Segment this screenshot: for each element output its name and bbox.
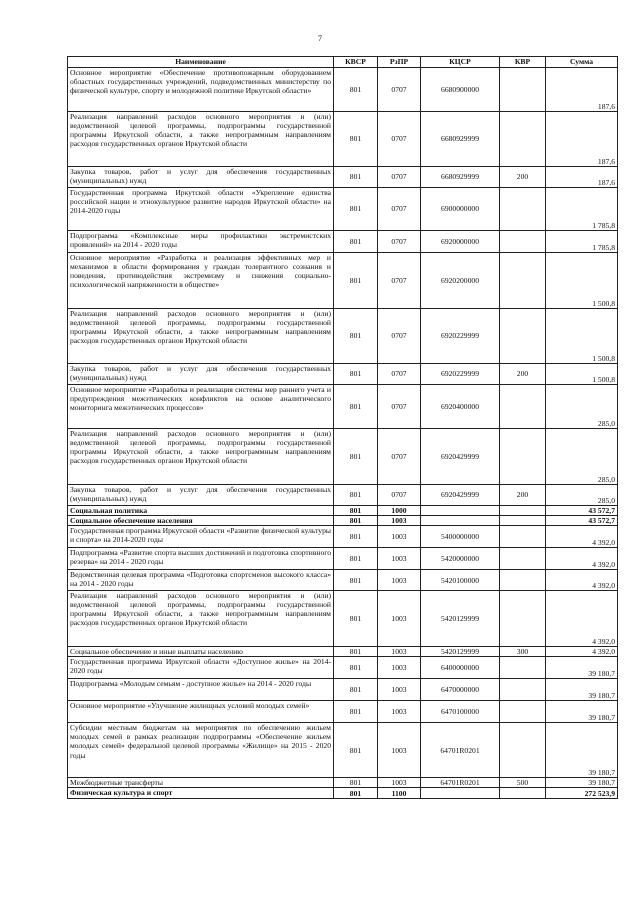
table-row bbox=[68, 364, 618, 385]
row-rzpr: 0707 bbox=[378, 253, 421, 309]
row-kvr: 200 bbox=[500, 364, 546, 385]
table-row bbox=[68, 309, 618, 364]
row-sum: 4 392,0 bbox=[546, 591, 618, 647]
row-name: Закупка товаров, работ и услуг для обеспечения государственных (муниципальных) нужд bbox=[68, 485, 334, 506]
row-name: Социальное обеспечение населения bbox=[68, 516, 334, 526]
table-row bbox=[68, 570, 618, 591]
row-kvsr: 801 bbox=[334, 701, 378, 723]
row-kcsr bbox=[421, 516, 500, 526]
row-name: Основное мероприятие «Разработка и реализация системы мер раннего учета и предупреждения межэтнических конфликтов на основе аналитического мониторинга межэтнических процессов» bbox=[68, 385, 334, 429]
table-row bbox=[68, 647, 618, 657]
row-kvr bbox=[500, 429, 546, 485]
table-row bbox=[68, 385, 618, 429]
row-name: Межбюджетные трансферты bbox=[68, 778, 334, 788]
table-row bbox=[68, 591, 618, 647]
row-rzpr: 0707 bbox=[378, 112, 421, 167]
row-name: Закупка товаров, работ и услуг для обеспечения государственных (муниципальных) нужд bbox=[68, 167, 334, 188]
row-sum: 285,0 bbox=[546, 385, 618, 429]
row-sum: 1 500,8 bbox=[546, 364, 618, 385]
row-kcsr: 6920429999 bbox=[421, 429, 500, 485]
row-rzpr: 1003 bbox=[378, 526, 421, 548]
table-row bbox=[68, 167, 618, 188]
row-sum: 1 785,8 bbox=[546, 231, 618, 253]
row-sum: 1 500,8 bbox=[546, 253, 618, 309]
row-kvr bbox=[500, 526, 546, 548]
row-name: Основное мероприятие «Разработка и реализация эффективных мер и механизмов в области формирования у граждан толерантного сознания и поведения, противодействия экстремизму и снижения социально-психологической напряженности в обществе» bbox=[68, 253, 334, 309]
row-name: Реализация направлений расходов основного мероприятия и (или) ведомственной целевой программы, подпрограммы государственной программы Иркутской области, а также непрограммным направлениям расходов государственных органов Иркутской области bbox=[68, 591, 334, 647]
row-kvsr: 801 bbox=[334, 570, 378, 591]
row-rzpr: 0707 bbox=[378, 485, 421, 506]
row-kcsr: 64701R0201 bbox=[421, 778, 500, 788]
table-row bbox=[68, 723, 618, 778]
row-kvsr: 801 bbox=[334, 679, 378, 701]
row-rzpr: 1000 bbox=[378, 506, 421, 516]
row-kcsr: 6680929999 bbox=[421, 112, 500, 167]
row-sum: 285,0 bbox=[546, 485, 618, 506]
row-kvr bbox=[500, 548, 546, 570]
row-kvsr: 801 bbox=[334, 309, 378, 364]
row-kcsr: 6920429999 bbox=[421, 485, 500, 506]
row-kvsr: 801 bbox=[334, 788, 378, 799]
row-kvsr: 801 bbox=[334, 112, 378, 167]
row-kvsr: 801 bbox=[334, 385, 378, 429]
row-kvr bbox=[500, 112, 546, 167]
row-sum: 43 572,7 bbox=[546, 516, 618, 526]
row-kcsr bbox=[421, 788, 500, 799]
row-kvsr: 801 bbox=[334, 526, 378, 548]
row-sum: 285,0 bbox=[546, 429, 618, 485]
row-rzpr: 1100 bbox=[378, 788, 421, 799]
row-kcsr: 6920229999 bbox=[421, 364, 500, 385]
row-name: Государственная программа Иркутской области «Доступное жилье» на 2014-2020 годы bbox=[68, 657, 334, 679]
row-kvsr: 801 bbox=[334, 188, 378, 231]
row-kvr bbox=[500, 516, 546, 526]
row-kvsr: 801 bbox=[334, 167, 378, 188]
row-kcsr: 5420129999 bbox=[421, 647, 500, 657]
row-kvr bbox=[500, 385, 546, 429]
row-rzpr: 1003 bbox=[378, 701, 421, 723]
row-sum: 39 180,7 bbox=[546, 679, 618, 701]
row-kvr: 300 bbox=[500, 647, 546, 657]
row-sum: 4 392,0 bbox=[546, 548, 618, 570]
row-name: Подпрограмма «Развитие спорта высших достижений и подготовка спортивного резерва» на 2014 - 2020 годы bbox=[68, 548, 334, 570]
row-kcsr: 6470000000 bbox=[421, 679, 500, 701]
row-name: Основное мероприятие «Улучшение жилищных условий молодых семей» bbox=[68, 701, 334, 723]
row-name: Реализация направлений расходов основного мероприятия и (или) ведомственной целевой программы, подпрограммы государственной программы Иркутской области, а также непрограммным направлениям расходов государственных органов Иркутской области bbox=[68, 112, 334, 167]
row-rzpr: 0707 bbox=[378, 167, 421, 188]
row-rzpr: 0707 bbox=[378, 429, 421, 485]
row-kvr bbox=[500, 188, 546, 231]
row-name: Субсидии местным бюджетам на мероприятия по обеспечению жильем молодых семей в рамках реализации подпрограммы «Обеспечение жильем молодых семей» федеральной целевой программы «Жилище» на 2015 - 2020 годы bbox=[68, 723, 334, 778]
row-kvsr: 801 bbox=[334, 485, 378, 506]
table-row bbox=[68, 701, 618, 723]
row-kvsr: 801 bbox=[334, 429, 378, 485]
row-rzpr: 1003 bbox=[378, 516, 421, 526]
table-row bbox=[68, 679, 618, 701]
row-kvsr: 801 bbox=[334, 231, 378, 253]
row-name: Подпрограмма «Молодым семьям - доступное жилье» на 2014 - 2020 годы bbox=[68, 679, 334, 701]
row-kcsr: 5420129999 bbox=[421, 591, 500, 647]
row-kvr bbox=[500, 506, 546, 516]
table-row bbox=[68, 68, 618, 112]
row-rzpr: 1003 bbox=[378, 679, 421, 701]
row-sum: 1 500,8 bbox=[546, 309, 618, 364]
table-row bbox=[68, 188, 618, 231]
row-kvr bbox=[500, 591, 546, 647]
row-rzpr: 1003 bbox=[378, 591, 421, 647]
row-kvr: 500 bbox=[500, 778, 546, 788]
row-kcsr: 6680929999 bbox=[421, 167, 500, 188]
table-row bbox=[68, 516, 618, 526]
row-rzpr: 1003 bbox=[378, 570, 421, 591]
row-name: Социальное обеспечение и иные выплаты населению bbox=[68, 647, 334, 657]
row-name: Ведомственная целевая программа «Подготовка спортсменов высокого класса» на 2014 - 2020 годы bbox=[68, 570, 334, 591]
table-row bbox=[68, 788, 618, 799]
row-sum: 43 572,7 bbox=[546, 506, 618, 516]
row-name: Реализация направлений расходов основного мероприятия и (или) ведомственной целевой программы, подпрограммы государственной программы Иркутской области, а также непрограммным направлениям расходов государственных органов Иркутской области bbox=[68, 309, 334, 364]
row-kvsr: 801 bbox=[334, 548, 378, 570]
row-sum: 39 180,7 bbox=[546, 778, 618, 788]
header-rzpr: РзПР bbox=[378, 57, 421, 68]
table-row bbox=[68, 778, 618, 788]
row-kvr bbox=[500, 701, 546, 723]
header-kvr: КВР bbox=[500, 57, 546, 68]
row-sum: 187,6 bbox=[546, 68, 618, 112]
row-name: Подпрограмма «Комплексные меры профилактики экстремистских проявлений» на 2014 - 2020 годы bbox=[68, 231, 334, 253]
row-kcsr: 64701R0201 bbox=[421, 723, 500, 778]
row-sum: 187,6 bbox=[546, 112, 618, 167]
row-rzpr: 0707 bbox=[378, 364, 421, 385]
row-kcsr: 6470100000 bbox=[421, 701, 500, 723]
table-row bbox=[68, 506, 618, 516]
table-header-row bbox=[68, 57, 618, 68]
row-sum: 4 392,0 bbox=[546, 570, 618, 591]
row-kvr bbox=[500, 68, 546, 112]
row-name: Физическая культура и спорт bbox=[68, 788, 334, 799]
table-row bbox=[68, 231, 618, 253]
row-kvr: 200 bbox=[500, 485, 546, 506]
row-kcsr: 6920200000 bbox=[421, 253, 500, 309]
header-name: Наименование bbox=[68, 57, 334, 68]
row-kvsr: 801 bbox=[334, 253, 378, 309]
row-sum: 39 180,7 bbox=[546, 701, 618, 723]
row-rzpr: 1003 bbox=[378, 548, 421, 570]
row-kvr bbox=[500, 309, 546, 364]
row-sum: 4 392,0 bbox=[546, 526, 618, 548]
row-rzpr: 0707 bbox=[378, 231, 421, 253]
row-kcsr bbox=[421, 506, 500, 516]
row-kvr bbox=[500, 231, 546, 253]
table-body bbox=[68, 68, 618, 799]
row-kvr bbox=[500, 788, 546, 799]
row-kcsr: 6920000000 bbox=[421, 231, 500, 253]
row-rzpr: 0707 bbox=[378, 188, 421, 231]
row-sum: 4 392,0 bbox=[546, 647, 618, 657]
row-name: Социальная политика bbox=[68, 506, 334, 516]
row-kvr: 200 bbox=[500, 167, 546, 188]
row-kvsr: 801 bbox=[334, 778, 378, 788]
row-kvsr: 801 bbox=[334, 516, 378, 526]
row-kcsr: 5420000000 bbox=[421, 548, 500, 570]
row-kvsr: 801 bbox=[334, 68, 378, 112]
row-kcsr: 6900000000 bbox=[421, 188, 500, 231]
row-sum: 39 180,7 bbox=[546, 657, 618, 679]
row-sum: 187,6 bbox=[546, 167, 618, 188]
row-kvsr: 801 bbox=[334, 723, 378, 778]
row-name: Основное мероприятие «Обеспечение противопожарным оборудованием областных государственных учреждений, подведомственных министерству по физической культуре, спорту и молодежной политике Иркутской области» bbox=[68, 68, 334, 112]
row-rzpr: 0707 bbox=[378, 68, 421, 112]
row-rzpr: 1003 bbox=[378, 778, 421, 788]
row-kvsr: 801 bbox=[334, 506, 378, 516]
budget-table bbox=[67, 56, 618, 799]
row-kcsr: 6680900000 bbox=[421, 68, 500, 112]
page-number: 7 bbox=[318, 34, 322, 43]
row-kvr bbox=[500, 657, 546, 679]
row-kcsr: 6920229999 bbox=[421, 309, 500, 364]
row-rzpr: 1003 bbox=[378, 647, 421, 657]
row-kvsr: 801 bbox=[334, 657, 378, 679]
row-kvsr: 801 bbox=[334, 364, 378, 385]
row-name: Закупка товаров, работ и услуг для обеспечения государственных (муниципальных) нужд bbox=[68, 364, 334, 385]
row-name: Государственная программа Иркутской области «Развитие физической культуры и спорта» на 2014-2020 годы bbox=[68, 526, 334, 548]
row-sum: 39 180,7 bbox=[546, 723, 618, 778]
row-rzpr: 0707 bbox=[378, 309, 421, 364]
row-kvr bbox=[500, 723, 546, 778]
table-row bbox=[68, 112, 618, 167]
row-kvsr: 801 bbox=[334, 591, 378, 647]
row-name: Государственная программа Иркутской области «Укрепление единства российской нации и этнокультурное развитие народов Иркутской области» на 2014-2020 годы bbox=[68, 188, 334, 231]
table-row bbox=[68, 485, 618, 506]
table-row bbox=[68, 253, 618, 309]
table-row bbox=[68, 526, 618, 548]
row-kcsr: 6400000000 bbox=[421, 657, 500, 679]
row-rzpr: 1003 bbox=[378, 723, 421, 778]
row-rzpr: 0707 bbox=[378, 385, 421, 429]
row-kcsr: 5400000000 bbox=[421, 526, 500, 548]
row-kcsr: 5420100000 bbox=[421, 570, 500, 591]
header-sum: Сумма bbox=[546, 57, 618, 68]
row-kcsr: 6920400000 bbox=[421, 385, 500, 429]
row-kvr bbox=[500, 679, 546, 701]
row-kvsr: 801 bbox=[334, 647, 378, 657]
header-kcsr: КЦСР bbox=[421, 57, 500, 68]
row-name: Реализация направлений расходов основного мероприятия и (или) ведомственной целевой программы, подпрограммы государственной программы Иркутской области, а также непрограммным направлениям расходов государственных органов Иркутской области bbox=[68, 429, 334, 485]
header-kvsr: КВСР bbox=[334, 57, 378, 68]
row-kvr bbox=[500, 570, 546, 591]
table-row bbox=[68, 657, 618, 679]
row-rzpr: 1003 bbox=[378, 657, 421, 679]
row-sum: 1 785,8 bbox=[546, 188, 618, 231]
row-kvr bbox=[500, 253, 546, 309]
row-sum: 272 523,9 bbox=[546, 788, 618, 799]
table-row bbox=[68, 429, 618, 485]
table-row bbox=[68, 548, 618, 570]
